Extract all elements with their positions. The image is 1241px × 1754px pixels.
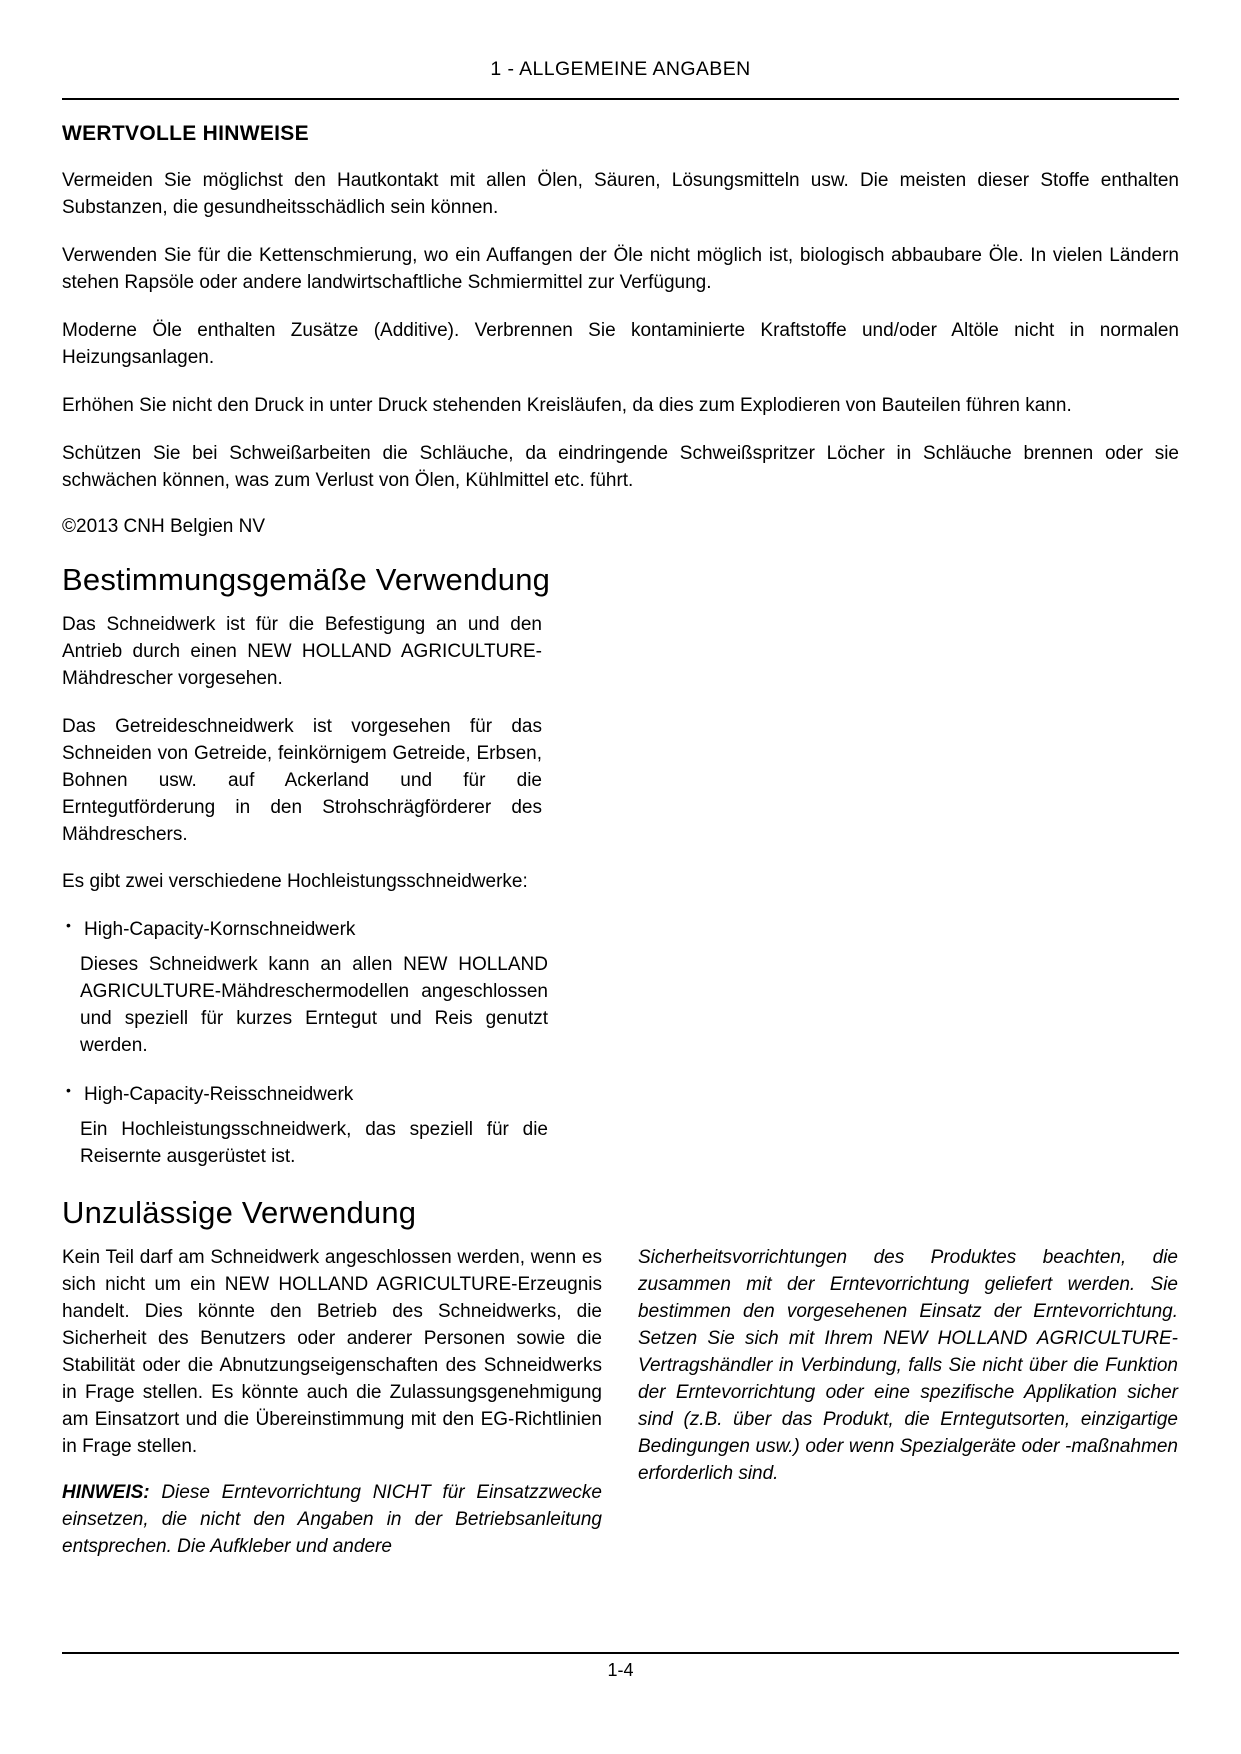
page-content <box>62 122 1179 1580</box>
chapter-heading-improper-use: Unzulässige Verwendung <box>62 1195 417 1231</box>
header-types-list <box>62 917 542 944</box>
note-label: HINWEIS: <box>62 1481 150 1503</box>
safety-devices-paragraph: Sicherheitsvorrichtungen des Produktes beachten, die zusammen mit der Erntevorrichtung geliefert werden. Sie bestimmen den vorgesehenen Einsatz der Erntevorrichtung. Setzen Sie sich mit Ihrem NEW HOLLAND AGRICULTURE-Vertragshändler in Verbindung, falls Sie nicht über die Funktion der Erntevorrichtung oder eine spezifische Applikation sicher sind (z.B. über das Produkt, die Erntegutsorten, einzigartige Bedingungen usw.) oder wenn Spezialgeräte oder -maßnahmen erforderlich sind. <box>638 1247 1178 1484</box>
footer-divider <box>62 1652 1179 1654</box>
intended-use-paragraph-1: Das Schneidwerk ist für die Befestigung an und den Antrieb durch einen NEW HOLLAND AGRICULTURE-Mähdrescher vorgesehen. <box>62 613 542 689</box>
right-column <box>638 1245 1178 1580</box>
list-item-description: Ein Hochleistungsschneidwerk, das speziell für die Reisernte ausgerüstet ist. <box>80 1119 548 1168</box>
note-text: Diese Erntevorrichtung NICHT für Einsatzzwecke einsetzen, die nicht den Angaben in der Betriebsanleitung entsprechen. Die Aufkleber und andere <box>62 1481 602 1557</box>
page-header: 1 - ALLGEMEINE ANGABEN <box>490 58 751 80</box>
chapter-heading-intended-use: Bestimmungsgemäße Verwendung <box>62 561 551 597</box>
list-item-description: Dieses Schneidwerk kann an allen NEW HOLLAND AGRICULTURE-Mähdreschermodellen angeschlossen und speziell für kurzes Erntegut und Reis genutzt werden. <box>80 954 548 1057</box>
list-item: • High-Capacity-Reisschneidwerk <box>62 1082 542 1109</box>
intended-use-paragraph-2: Das Getreideschneidwerk ist vorgesehen für das Schneiden von Getreide, feinkörnigem Getreide, Erbsen, Bohnen usw. auf Ackerland und für die Erntegutförderung in den Strohschrägförderer des Mähdreschers. <box>62 715 542 845</box>
list-item: • High-Capacity-Kornschneidwerk <box>62 917 542 944</box>
section-heading: WERTVOLLE HINWEISE <box>62 122 309 145</box>
header-types-list-2 <box>62 1082 542 1109</box>
note-paragraph <box>62 1480 602 1561</box>
improper-use-paragraph: Kein Teil darf am Schneidwerk angeschlossen werden, wenn es sich nicht um ein NEW HOLLAND AGRICULTURE-Erzeugnis handelt. Dies könnte den Betrieb des Schneidwerks, die Sicherheit des Benutzers oder anderer Personen sowie die Stabilität oder die Abnutzungseigenschaften des Schneidwerks in Frage stellen. Es könnte auch die Zulassungsgenehmigung am Einsatzort und die Übereinstimmung mit den EG-Richtlinien in Frage stellen. <box>62 1247 602 1457</box>
section-paragraph-2: Verwenden Sie für die Kettenschmierung, wo ein Auffangen der Öle nicht möglich ist, biologisch abbaubare Öle. In vielen Ländern stehen Rapsöle oder andere landwirtschaftliche Schmiermittel zur Verfügung. <box>62 244 1179 293</box>
two-column-layout <box>62 1245 1179 1580</box>
section-paragraph-3: Moderne Öle enthalten Zusätze (Additive). Verbrennen Sie kontaminierte Kraftstoffe und/oder Altöle nicht in normalen Heizungsanlagen. <box>62 319 1179 368</box>
section-paragraph-5: Schützen Sie bei Schweißarbeiten die Schläuche, da eindringende Schweißspritzer Löcher in Schläuche brennen oder sie schwächen können, was zum Verlust von Ölen, Kühlmittel etc. führt. <box>62 442 1179 491</box>
header-divider <box>62 98 1179 100</box>
section-paragraph-1: Vermeiden Sie möglichst den Hautkontakt mit allen Ölen, Säuren, Lösungsmitteln usw. Die meisten dieser Stoffe enthalten Substanzen, die gesundheitsschädlich sein können. <box>62 170 1179 218</box>
intended-use-block <box>62 612 548 1171</box>
intended-use-paragraph-3: Es gibt zwei verschiedene Hochleistungsschneidwerke: <box>62 871 528 893</box>
copyright-notice: ©2013 CNH Belgien NV <box>62 515 266 537</box>
page-footer: 1-4 <box>607 1660 634 1680</box>
left-column <box>62 1245 602 1580</box>
section-paragraph-4: Erhöhen Sie nicht den Druck in unter Druck stehenden Kreisläufen, da dies zum Explodieren von Bauteilen führen kann. <box>62 394 1072 416</box>
